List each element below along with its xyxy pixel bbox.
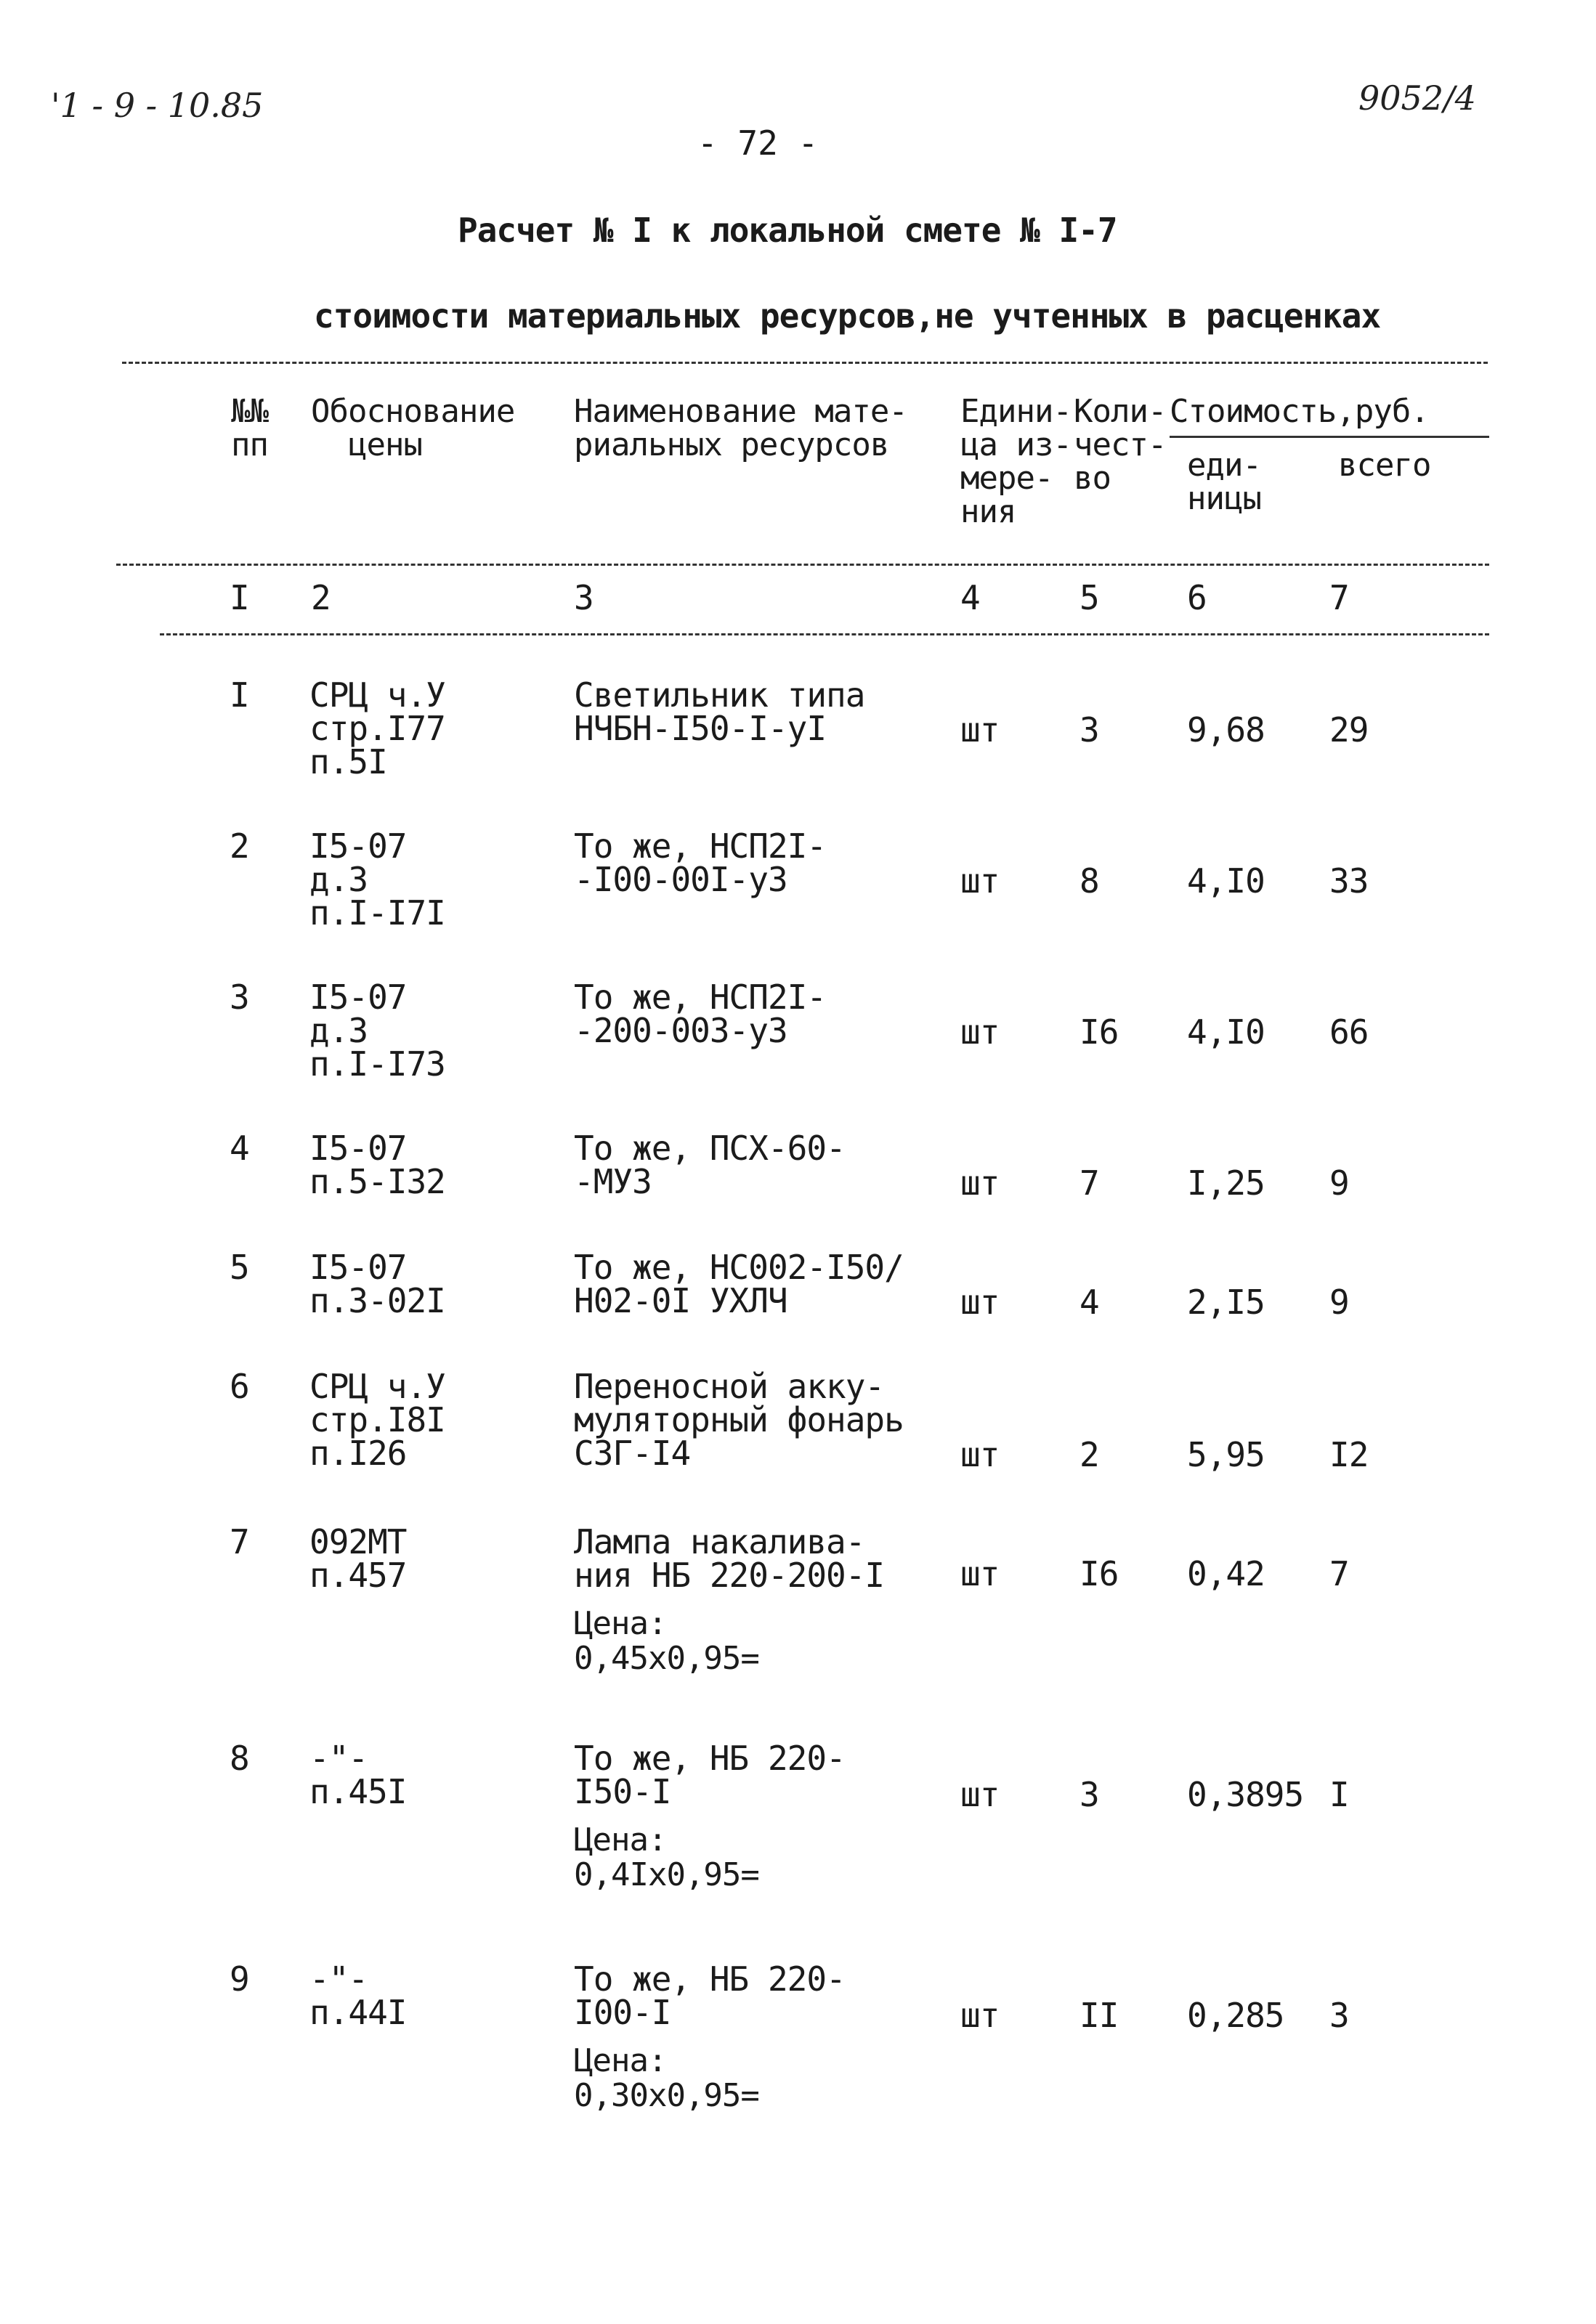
row-8-unit-price: 0,3895: [1187, 1775, 1304, 1814]
handwritten-date-note: '1 - 9 - 10.85: [51, 86, 264, 125]
row-6-number: 6: [230, 1367, 249, 1406]
cost-group-underline: [1170, 436, 1489, 438]
row-9-total: 3: [1329, 1996, 1349, 2035]
row-2-unit: шт: [960, 861, 1000, 901]
row-7-price-note: Цена: 0,45х0,95=: [574, 1605, 759, 1677]
row-2-material: То же, НСП2I- -I00-00I-у3: [574, 826, 827, 899]
col-header-total: всего: [1338, 447, 1431, 484]
row-1-number: I: [230, 675, 249, 715]
row-5-quantity: 4: [1079, 1283, 1099, 1322]
row-6-material: Переносной акку- муляторный фонарь СЗГ-I4: [574, 1367, 904, 1473]
row-3-unit-price: 4,I0: [1187, 1012, 1265, 1052]
col-header-basis: Обоснование цены: [311, 393, 515, 463]
col-header-material: Наименование мате- риальных ресурсов: [574, 393, 907, 463]
row-9-price-note: Цена: 0,30х0,95=: [574, 2042, 759, 2114]
row-7-unit: шт: [960, 1554, 1000, 1593]
row-8-price-note: Цена: 0,4Iх0,95=: [574, 1821, 759, 1893]
header-top-rule: [122, 362, 1488, 364]
row-6-quantity: 2: [1079, 1435, 1099, 1474]
col-header-unit-price: еди- ницы: [1187, 447, 1261, 517]
row-6-basis: СРЦ ч.У стр.I8I п.I26: [309, 1367, 445, 1473]
row-5-material: То же, НС002-I50/ Н02-0I УХЛЧ: [574, 1248, 904, 1320]
col-header-cost-group: Стоимость,руб.: [1170, 393, 1429, 430]
row-8-material: То же, НБ 220- I50-I: [574, 1739, 846, 1811]
col-number-6: 6: [1187, 578, 1207, 617]
row-9-quantity: II: [1079, 1996, 1119, 2035]
row-6-total: I2: [1329, 1435, 1369, 1474]
row-3-material: То же, НСП2I- -200-003-у3: [574, 978, 827, 1050]
row-7-number: 7: [230, 1522, 249, 1561]
col-number-4: 4: [960, 578, 981, 617]
handwritten-archive-number: 9052/4: [1358, 78, 1476, 118]
col-number-1: I: [230, 578, 250, 617]
page-number: - 72 -: [697, 123, 819, 163]
row-5-total: 9: [1329, 1283, 1349, 1322]
row-4-unit-price: I,25: [1187, 1163, 1265, 1203]
row-4-number: 4: [230, 1129, 249, 1168]
row-9-basis: -"- п.44I: [309, 1959, 407, 2032]
row-2-basis: I5-07 д.3 п.I-I7I: [309, 826, 445, 933]
row-8-quantity: 3: [1079, 1775, 1099, 1814]
row-7-total: 7: [1329, 1554, 1349, 1593]
row-1-basis: СРЦ ч.У стр.I77 п.5I: [309, 675, 445, 781]
row-2-quantity: 8: [1079, 861, 1099, 901]
page-title: Расчет № I к локальной смете № I-7: [458, 211, 1117, 250]
row-5-unit-price: 2,I5: [1187, 1283, 1265, 1322]
row-4-unit: шт: [960, 1163, 1000, 1203]
row-7-basis: 092МТ п.457: [309, 1522, 407, 1595]
col-number-2: 2: [311, 578, 331, 617]
row-2-total: 33: [1329, 861, 1369, 901]
row-1-unit-price: 9,68: [1187, 710, 1265, 749]
row-1-material: Светильник типа НЧБН-I50-I-уI: [574, 675, 865, 748]
row-1-total: 29: [1329, 710, 1369, 749]
col-number-5: 5: [1079, 578, 1100, 617]
row-7-quantity: I6: [1079, 1554, 1119, 1593]
row-1-quantity: 3: [1079, 710, 1099, 749]
col-number-3: 3: [574, 578, 594, 617]
row-8-basis: -"- п.45I: [309, 1739, 407, 1811]
row-3-basis: I5-07 д.3 п.I-I73: [309, 978, 445, 1084]
row-3-total: 66: [1329, 1012, 1369, 1052]
row-5-unit: шт: [960, 1283, 1000, 1322]
row-3-quantity: I6: [1079, 1012, 1119, 1052]
row-5-basis: I5-07 п.3-02I: [309, 1248, 445, 1320]
row-2-unit-price: 4,I0: [1187, 861, 1265, 901]
row-9-unit: шт: [960, 1996, 1000, 2035]
row-3-unit: шт: [960, 1012, 1000, 1052]
page-subtitle: стоимости материальных ресурсов,не учтенных в расценках: [314, 296, 1381, 336]
col-number-7: 7: [1329, 578, 1350, 617]
row-4-material: То же, ПСХ-60- -МУ3: [574, 1129, 846, 1201]
row-2-number: 2: [230, 826, 249, 866]
row-4-total: 9: [1329, 1163, 1349, 1203]
row-8-total: I: [1329, 1775, 1349, 1814]
header-bottom-rule: [116, 564, 1489, 566]
row-7-material: Лампа накалива- ния НБ 220-200-I: [574, 1522, 885, 1595]
row-9-unit-price: 0,285: [1187, 1996, 1284, 2035]
row-1-unit: шт: [960, 710, 1000, 749]
row-8-number: 8: [230, 1739, 249, 1778]
col-header-unit: Едини- ца из- мере- ния: [960, 393, 1072, 530]
col-header-number: №№ пп: [231, 393, 268, 463]
row-4-basis: I5-07 п.5-I32: [309, 1129, 445, 1201]
row-9-material: То же, НБ 220- I00-I: [574, 1959, 846, 2032]
row-9-number: 9: [230, 1959, 249, 1999]
column-numbers-rule: [160, 633, 1489, 635]
row-4-quantity: 7: [1079, 1163, 1099, 1203]
row-6-unit: шт: [960, 1435, 1000, 1474]
row-8-unit: шт: [960, 1775, 1000, 1814]
row-5-number: 5: [230, 1248, 249, 1287]
row-6-unit-price: 5,95: [1187, 1435, 1265, 1474]
row-7-unit-price: 0,42: [1187, 1554, 1265, 1593]
col-header-quantity: Коли- чест- во: [1074, 393, 1167, 497]
row-3-number: 3: [230, 978, 249, 1017]
